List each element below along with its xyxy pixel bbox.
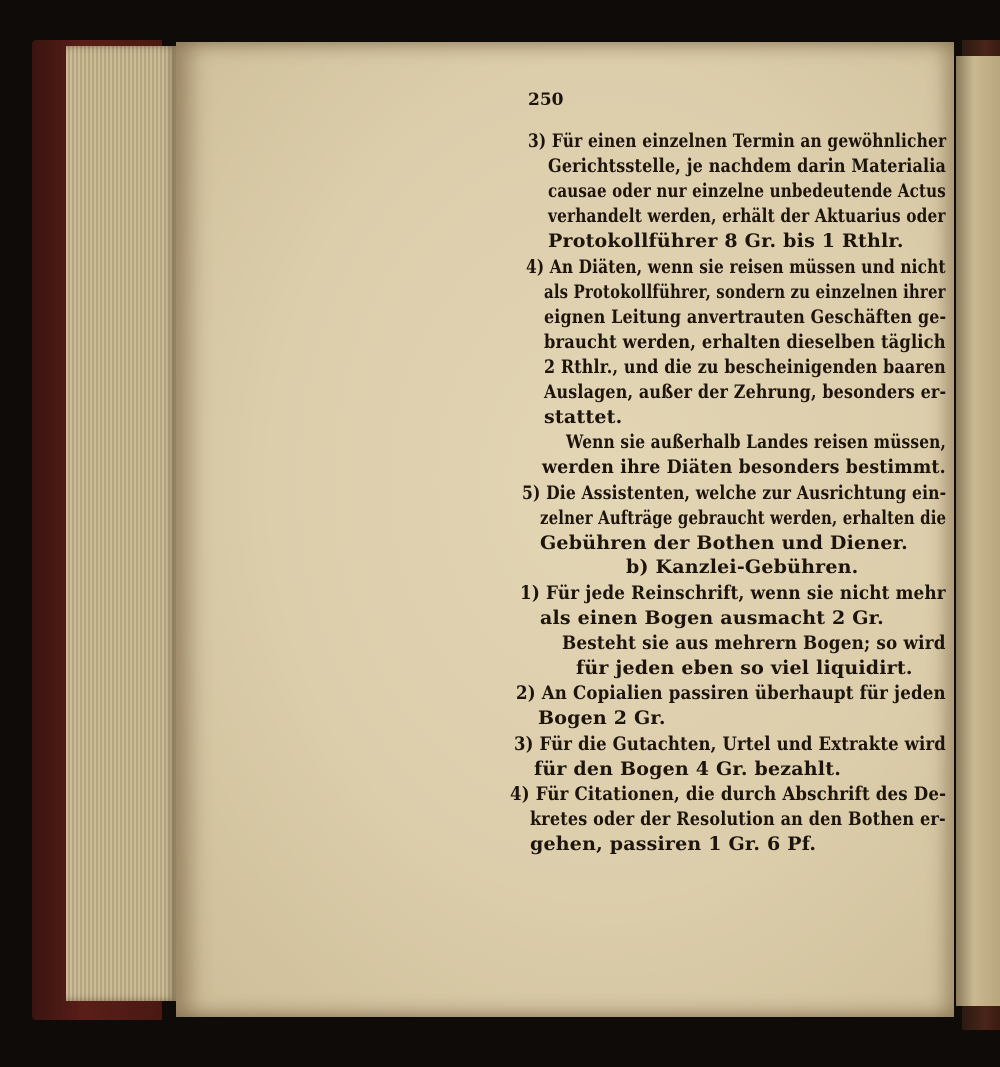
text-line: Auslagen, außer der Zehrung, besonders er- (544, 381, 947, 403)
text-line: zelner Aufträge gebraucht werden, erhalten die (540, 507, 947, 529)
text-line: 5) Die Assistenten, welche zur Ausrichtung ein- (522, 482, 947, 504)
text-line: werden ihre Diäten besonders bestimmt. (542, 456, 946, 478)
text-line: gehen, passiren 1 Gr. 6 Pf. (530, 833, 817, 855)
text-line: eignen Leitung anvertrauten Geschäften ge- (544, 306, 947, 328)
text-line: causae oder nur einzelne unbedeutende Actus (548, 180, 946, 202)
text-line: Protokollführer 8 Gr. bis 1 Rthlr. (548, 230, 904, 252)
text-line: für den Bogen 4 Gr. bezahlt. (534, 758, 842, 780)
text-line: 3) Für die Gutachten, Urtel und Extrakte wird (514, 733, 947, 755)
text-line: 4) An Diäten, wenn sie reisen müssen und nicht (526, 256, 946, 278)
text-line: verhandelt werden, erhält der Aktuarius oder (548, 205, 946, 227)
text-line: 3) Für einen einzelnen Termin an gewöhnlicher (528, 130, 947, 152)
text-line: Gerichtsstelle, je nachdem darin Materialia (548, 155, 947, 177)
text-line: Wenn sie außerhalb Landes reisen müssen, (566, 431, 947, 453)
page-number: 250 (528, 90, 564, 110)
text-line: stattet. (544, 406, 623, 428)
text-line: kretes oder der Resolution an den Bothen er- (530, 808, 946, 830)
page-stack-edges (66, 46, 178, 1001)
text-line: 1) Für jede Reinschrift, wenn sie nicht mehr (520, 582, 946, 604)
text-line: als Protokollführer, sondern zu einzelnen ihrer (544, 281, 946, 303)
text-line: 4) Für Citationen, die durch Abschrift des De- (510, 783, 947, 805)
text-line: 2) An Copialien passiren überhaupt für jeden (516, 682, 946, 704)
text-line: 2 Rthlr., und die zu bescheinigenden baaren (544, 356, 946, 378)
text-line: als einen Bogen ausmacht 2 Gr. (540, 607, 884, 629)
text-line: Besteht sie aus mehrern Bogen; so wird (562, 632, 946, 654)
page-text (176, 42, 954, 1017)
text-line: für jeden eben so viel liquidirt. (576, 657, 913, 679)
section-heading: b) Kanzlei-Gebühren. (626, 556, 859, 578)
text-line: Gebühren der Bothen und Diener. (540, 532, 908, 554)
text-line: braucht werden, erhalten dieselben täglich (544, 331, 946, 353)
facing-page-edge (956, 56, 1000, 1006)
text-line: Bogen 2 Gr. (538, 707, 666, 729)
